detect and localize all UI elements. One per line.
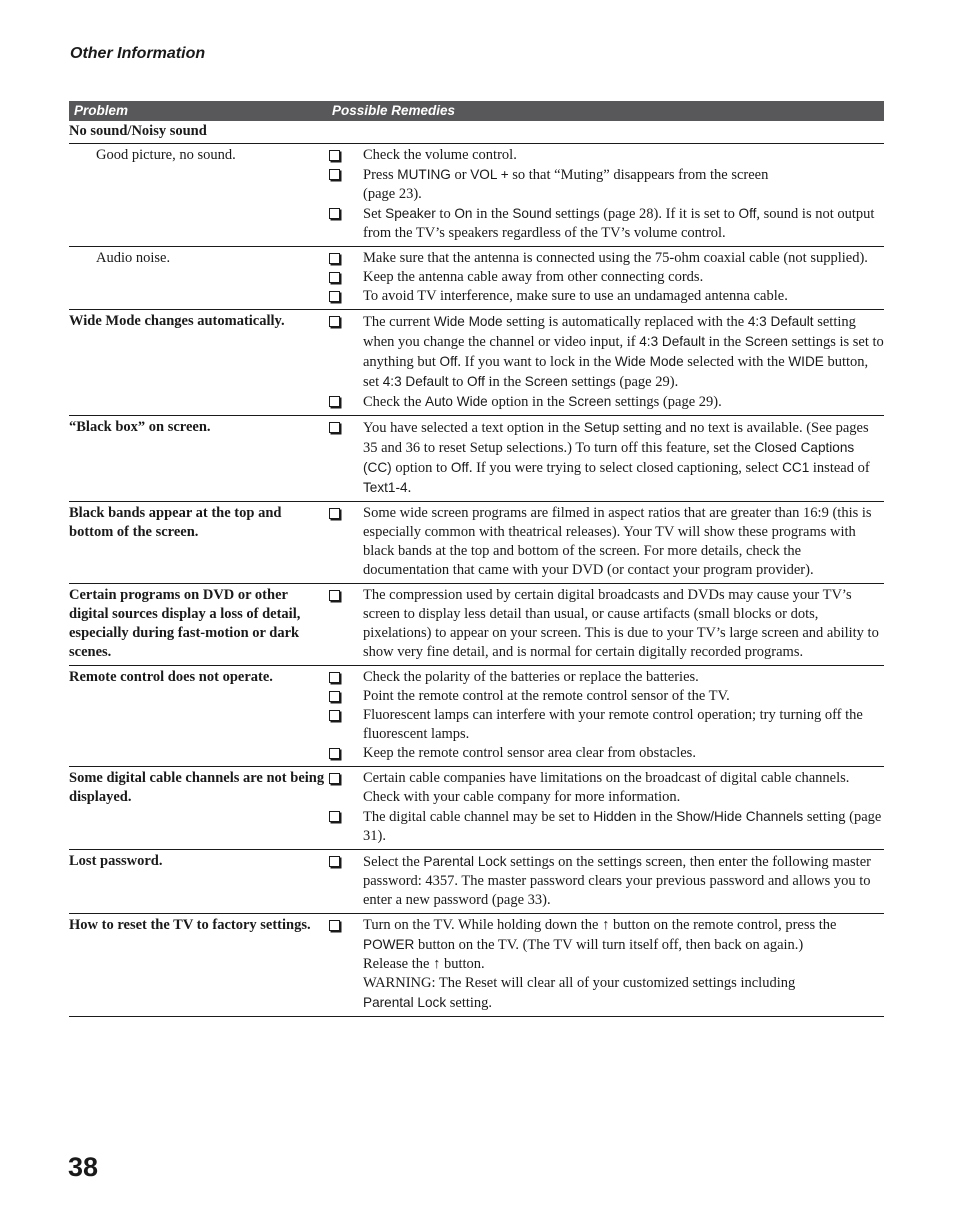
remedy-text: Set (363, 206, 386, 222)
table-row (69, 144, 884, 247)
remedy-text: in the (636, 809, 677, 825)
button-name: MUTING (397, 167, 451, 182)
remedy-text: settings (page 29). (611, 394, 722, 410)
checkbox-bullet-icon (329, 204, 363, 243)
problem-cell: “Black box” on screen. (69, 419, 211, 435)
remedy-text: settings (page 28). If it is set to (551, 206, 739, 222)
checkbox-bullet-icon (329, 769, 363, 807)
menu-term: Parental Lock (423, 854, 507, 869)
problem-cell: Certain programs on DVD or other digital sources display a loss of detail, especially during fast-motion or dark scenes. (69, 587, 301, 660)
remedy-item (329, 418, 884, 498)
checkbox-bullet-icon (329, 268, 363, 287)
remedies-cell (329, 852, 884, 910)
remedy-text: settings is set to anything but (363, 334, 884, 370)
remedy-text: Some wide screen programs are filmed in aspect ratios that are greater than 16:9 (this is especially common with theatrical releases). Your TV will show these programs with black bands at the top and bottom of the screen. For more details, check the documentation that came with your DVD (or contact your program provider). (363, 505, 872, 578)
menu-term: Sound (512, 206, 552, 221)
menu-term: Wide Mode (433, 314, 503, 329)
remedy-text: (page 23). (363, 186, 422, 202)
menu-term: Off (439, 354, 458, 369)
problem-cell: Black bands appear at the top and bottom of the screen. (69, 505, 282, 540)
checkbox-bullet-icon (329, 312, 363, 392)
menu-term: Screen (568, 394, 612, 409)
remedies-cell (329, 146, 884, 243)
menu-term: Closed Captions (CC) (363, 440, 855, 475)
table-row (69, 247, 884, 310)
remedy-item (329, 807, 884, 846)
remedy-item (329, 392, 884, 412)
remedy-text: Check the polarity of the batteries or replace the batteries. (363, 669, 699, 685)
group-title: No sound/Noisy sound (69, 121, 884, 144)
table-row (69, 584, 884, 666)
remedy-text: Turn on the TV. While holding down the (363, 917, 603, 933)
remedy-text: Select the (363, 854, 424, 870)
table-row (69, 310, 884, 416)
remedy-text: in the (472, 206, 513, 222)
remedy-text: setting and no text is available. (See pages 35 and 36 to reset Setup selections.) To turn off this feature, set the (363, 420, 869, 456)
remedy-item (329, 706, 884, 744)
checkbox-bullet-icon (329, 146, 363, 165)
menu-term: On (454, 206, 473, 221)
remedy-text: setting. (446, 995, 493, 1011)
remedy-text: button on the remote control, press the (609, 917, 837, 933)
remedies-cell (329, 916, 884, 1013)
remedy-text: , sound is not output from the TV’s speakers regardless of the TV’s volume control. (363, 206, 875, 241)
up-arrow-icon: ↑ (433, 956, 441, 972)
remedy-text: To avoid TV interference, make sure to use an undamaged antenna cable. (363, 288, 788, 304)
table-row (69, 666, 884, 767)
menu-term: 4:3 Default (382, 374, 449, 389)
page-number: 38 (68, 1152, 99, 1182)
table-row (69, 850, 884, 913)
checkbox-bullet-icon (329, 706, 363, 744)
problem-cell: Some digital cable channels are not being displayed. (69, 770, 325, 805)
remedy-item (329, 687, 884, 706)
remedy-text: selected with the (683, 354, 789, 370)
remedies-cell (329, 249, 884, 306)
table-header (69, 101, 884, 121)
remedy-text: button on the TV. (The TV will turn itself off, then back on again.) (414, 937, 804, 953)
menu-term: Off (450, 460, 469, 475)
header-problem: Problem (74, 103, 129, 118)
problem-cell: Good picture, no sound. (96, 147, 236, 163)
remedy-text: Certain cable companies have limitations on the broadcast of digital cable channels. Check with your cable company for more information. (363, 770, 850, 805)
remedy-text: so that “Muting” disappears from the screen (508, 167, 769, 183)
remedy-item (329, 744, 884, 763)
checkbox-bullet-icon (329, 744, 363, 763)
remedy-item (329, 916, 884, 1013)
checkbox-bullet-icon (329, 586, 363, 662)
troubleshooting-table (69, 101, 884, 1017)
table-row (69, 913, 884, 1017)
remedy-item (329, 146, 884, 165)
remedy-text: You have selected a text option in the (363, 420, 584, 436)
menu-term: Off (738, 206, 757, 221)
problem-cell: Remote control does not operate. (69, 669, 273, 685)
button-name: WIDE (788, 354, 824, 369)
remedy-item (329, 852, 884, 910)
remedy-item (329, 312, 884, 392)
menu-term: Setup (583, 420, 620, 435)
remedy-text: . (407, 480, 412, 496)
checkbox-bullet-icon (329, 504, 363, 580)
remedy-text: Release the (363, 956, 434, 972)
menu-term: Screen (524, 374, 568, 389)
remedies-cell (329, 418, 884, 498)
problem-cell: Wide Mode changes automatically. (69, 313, 285, 329)
checkbox-bullet-icon (329, 418, 363, 498)
menu-term: Off (467, 374, 485, 389)
table-row (69, 502, 884, 584)
remedy-text: option in the (487, 394, 569, 410)
remedy-text: option to (391, 460, 451, 476)
problem-cell: How to reset the TV to factory settings. (69, 917, 311, 933)
problem-cell: Audio noise. (96, 250, 171, 266)
warning-text: WARNING: The Reset will clear all of your customized settings including (363, 975, 796, 991)
remedy-text: Press (363, 167, 398, 183)
table-row (69, 416, 884, 502)
checkbox-bullet-icon (329, 852, 363, 910)
checkbox-bullet-icon (329, 668, 363, 687)
remedy-item (329, 204, 884, 243)
menu-term: CC1 (782, 460, 810, 475)
remedy-item (329, 165, 884, 204)
checkbox-bullet-icon (329, 287, 363, 306)
header-remedies: Possible Remedies (332, 103, 456, 118)
remedy-item (329, 268, 884, 287)
button-name: VOL + (470, 167, 509, 182)
remedy-text: The compression used by certain digital broadcasts and DVDs may cause your TV’s screen to display less detail than usual, or cause artifacts (small blocks or dots, pixelations) to appear on your screen. This is due to your TV’s large screen and ability to show very fine detail, and is normal for certain digitally recorded programs. (363, 587, 879, 660)
remedy-text: settings on the settings screen, then enter the following master password: 4357. The master password clears your previous password and allows you to enter a new password (page 33). (363, 854, 871, 908)
remedies-cell (329, 668, 884, 763)
remedy-text: instead of (809, 460, 870, 476)
menu-term: Parental Lock (363, 995, 447, 1010)
remedy-text: in the (704, 334, 745, 350)
remedy-text: Point the remote control at the remote control sensor of the TV. (363, 688, 730, 704)
remedy-text: button, set (363, 354, 869, 390)
table-row (69, 767, 884, 850)
problem-cell: Lost password. (69, 853, 163, 869)
remedy-text: in the (484, 374, 525, 390)
remedy-item (329, 249, 884, 268)
menu-term: Speaker (385, 206, 436, 221)
checkbox-bullet-icon (329, 249, 363, 268)
remedies-cell (329, 769, 884, 846)
remedy-text: The current (363, 314, 434, 330)
remedy-item (329, 769, 884, 807)
menu-term: Screen (744, 334, 788, 349)
remedy-item (329, 586, 884, 662)
remedies-cell (329, 586, 884, 662)
checkbox-bullet-icon (329, 165, 363, 204)
menu-term: Hidden (593, 809, 637, 824)
remedy-text: to (435, 206, 455, 222)
remedy-text: button. (440, 956, 485, 972)
menu-term: 4:3 Default (747, 314, 814, 329)
menu-term: Show/Hide Channels (676, 809, 804, 824)
menu-term: 4:3 Default (639, 334, 705, 349)
checkbox-bullet-icon (329, 807, 363, 846)
remedy-text: Keep the remote control sensor area clear from obstacles. (363, 745, 696, 761)
remedy-text: The digital cable channel may be set to (363, 809, 594, 825)
menu-term: Auto Wide (425, 394, 488, 409)
remedy-item (329, 504, 884, 580)
remedy-text: or (450, 167, 471, 183)
remedy-item (329, 287, 884, 306)
remedies-cell (329, 312, 884, 412)
remedy-text: Check the volume control. (363, 147, 517, 163)
remedy-item (329, 668, 884, 687)
remedy-text: setting (page 31). (363, 809, 882, 844)
remedy-text: setting is automatically replaced with the (502, 314, 748, 330)
section-title: Other Information (70, 45, 206, 62)
remedy-text: setting when you change the channel or video input, if (363, 314, 856, 350)
button-name: POWER (363, 937, 415, 952)
remedy-text: Check the (363, 394, 426, 410)
up-arrow-icon: ↑ (602, 917, 610, 933)
remedy-text: . If you were trying to select closed captioning, select (468, 460, 783, 476)
checkbox-bullet-icon (329, 916, 363, 1013)
remedy-text: settings (page 29). (567, 374, 679, 390)
menu-term: Text1-4 (363, 480, 408, 495)
remedy-text: Keep the antenna cable away from other connecting cords. (363, 269, 704, 285)
remedies-cell (329, 504, 884, 580)
checkbox-bullet-icon (329, 687, 363, 706)
remedy-text: to (448, 374, 468, 390)
remedy-text: . If you want to lock in the (457, 354, 615, 370)
remedy-text: Fluorescent lamps can interfere with your remote control operation; try turning off the fluorescent lamps. (363, 707, 863, 742)
menu-term: Wide Mode (614, 354, 684, 369)
remedy-text: Make sure that the antenna is connected using the 75-ohm coaxial cable (not supplied). (363, 250, 868, 266)
checkbox-bullet-icon (329, 392, 363, 412)
